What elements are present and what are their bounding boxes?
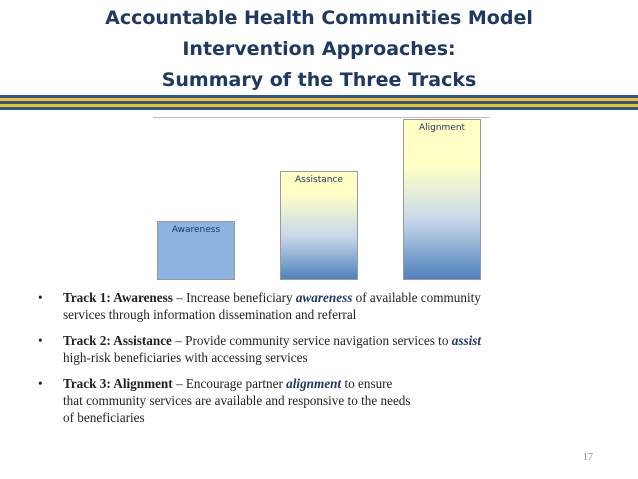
bullet-emphasis: assist bbox=[451, 333, 482, 348]
bullet-lead: Track 1: Awareness bbox=[63, 290, 173, 305]
chart-top-line bbox=[153, 117, 490, 118]
header-stripe bbox=[0, 107, 638, 110]
bullet-line-2: high-risk beneficiaries with accessing services bbox=[63, 350, 308, 365]
bullet-list bbox=[38, 289, 608, 435]
bar-awareness bbox=[157, 221, 235, 280]
bar-alignment bbox=[403, 119, 481, 280]
bar-label-assistance: Assistance bbox=[295, 175, 343, 185]
title-line-2: Intervention Approaches: bbox=[182, 38, 456, 60]
bullet-lead: Track 3: Alignment bbox=[63, 376, 173, 391]
bullet-emphasis: alignment bbox=[286, 376, 342, 391]
bar-label-awareness: Awareness bbox=[171, 225, 221, 235]
bullet-marker: • bbox=[38, 333, 43, 348]
slide-title bbox=[0, 3, 638, 96]
bullet-text: to ensure bbox=[341, 376, 393, 391]
title-line-3: Summary of the Three Tracks bbox=[161, 69, 477, 91]
bullet-marker: • bbox=[38, 376, 43, 391]
bullet-track-2 bbox=[38, 332, 608, 366]
bullet-emphasis: awareness bbox=[295, 290, 353, 305]
bullet-line-2: services through information dissemination and referral bbox=[63, 307, 357, 322]
bar-label-alignment: Alignment bbox=[418, 123, 466, 133]
bullet-text: – Encourage partner bbox=[172, 376, 287, 391]
bullet-marker: • bbox=[38, 290, 43, 305]
bullet-track-3 bbox=[38, 375, 608, 426]
bar-assistance bbox=[280, 171, 358, 280]
page-number: 17 bbox=[583, 452, 593, 463]
bullet-text: – Provide community service navigation services to bbox=[171, 333, 452, 348]
title-line-1: Accountable Health Communities Model bbox=[105, 7, 533, 29]
bullet-line-2: that community services are available and responsive to the needs bbox=[63, 393, 411, 408]
bullet-text: – Increase beneficiary bbox=[172, 290, 296, 305]
bullet-line-3: of beneficiaries bbox=[63, 410, 145, 425]
bullet-track-1 bbox=[38, 289, 608, 323]
bullet-lead: Track 2: Assistance bbox=[63, 333, 172, 348]
bullet-text: of available community bbox=[352, 290, 481, 305]
